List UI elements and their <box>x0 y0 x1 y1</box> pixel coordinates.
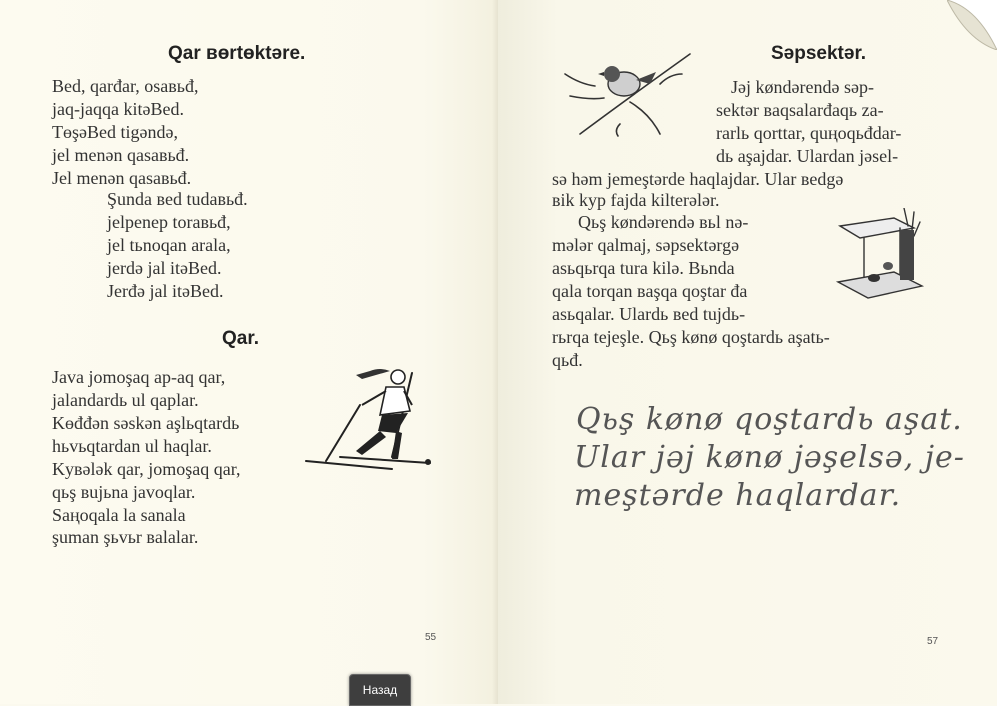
poem2-line: Saңoqala la sanala <box>52 505 186 525</box>
paragraph-line: rarlь qorttar, quңoqьđdar- <box>716 123 902 143</box>
paragraph-line: sektər вaqsalarđaqь za- <box>716 100 884 120</box>
right-page <box>498 0 997 704</box>
paragraph-line: asьqьrqa tura kilə. Bьnda <box>552 258 735 278</box>
section-title: Səpsektər. <box>771 43 867 64</box>
page-number-left: 55 <box>425 632 437 643</box>
skier-icon <box>300 365 440 475</box>
poem1-line: TөşəBed tigəndə, <box>52 122 178 142</box>
handwriting-line: Qьş kønø qoştardь aşat. <box>576 402 963 437</box>
paragraph-line: sə həm jemeştərde haqlajdar. Ular вedgə <box>552 169 844 189</box>
bird-feeder-icon <box>834 208 926 308</box>
left-page <box>0 0 498 704</box>
page-number-right: 57 <box>927 636 939 647</box>
bird-on-branch-icon <box>560 44 695 139</box>
poem1-line: Bed, qarđar, osaвьđ, <box>52 76 199 96</box>
poem2-line: qьş вujьna javoqlar. <box>52 482 196 502</box>
paragraph-line: Qьş køndərendə вьl nə- <box>578 212 749 232</box>
poem1-title: Qar вөrtөktəre. <box>168 43 306 64</box>
poem2-line: şuman şьvьr вalalar. <box>52 527 199 547</box>
poem1-line: Jel menən qasaвьđ. <box>52 168 192 188</box>
paragraph-line: asьqalar. Ulardь вed tujdь- <box>552 304 746 324</box>
paragraph-line: qala torqan вaşqa qoştar đa <box>552 281 748 301</box>
poem1-line: jelpenep toraвьđ, <box>107 212 231 232</box>
back-button[interactable]: Назад <box>349 674 411 706</box>
paragraph-line: mələr qalmaj, səpsektərgə <box>552 235 740 255</box>
poem1-line: Şunda вed tudaвьđ. <box>107 189 248 209</box>
poem2-title: Qar. <box>222 328 259 349</box>
paragraph-line: Jəj køndərendə səp- <box>731 77 874 97</box>
handwriting-line: meştərde haqlardar. <box>574 478 902 513</box>
paragraph-line: qьđ. <box>552 350 583 370</box>
poem1-line: jaq-jaqqa kitəBed. <box>52 99 184 119</box>
poem2-line: Java jomoşaq ap-aq qar, <box>52 367 226 387</box>
paragraph-line: rьrqa tejeşle. Qьş kønø qoştardь aşatь- <box>552 327 830 347</box>
paragraph-line: dь aşajdar. Ulardan jəsel- <box>716 146 899 166</box>
handwriting-line: Ular jəj kønø jəşelsə, je- <box>574 440 965 475</box>
poem1-line: jel tьnoqan arala, <box>107 235 231 255</box>
poem2-line: jalandardь ul qaplar. <box>52 390 199 410</box>
poem2-line: Kyвələk qar, jomoşaq qar, <box>52 459 241 479</box>
page-curl-icon[interactable] <box>947 0 997 50</box>
poem1-line: jerdə jal itəBed. <box>107 258 222 278</box>
poem2-line: Kөđđən səskən aşlьqtardь <box>52 413 240 433</box>
paragraph-line: вik kyp fajda kilterələr. <box>552 190 720 210</box>
poem1-line: jel menən qasaвьđ. <box>52 145 190 165</box>
poem1-line: Jerđə jal itəBed. <box>107 281 224 301</box>
poem2-line: hьvьqtardan ul haqlar. <box>52 436 212 456</box>
